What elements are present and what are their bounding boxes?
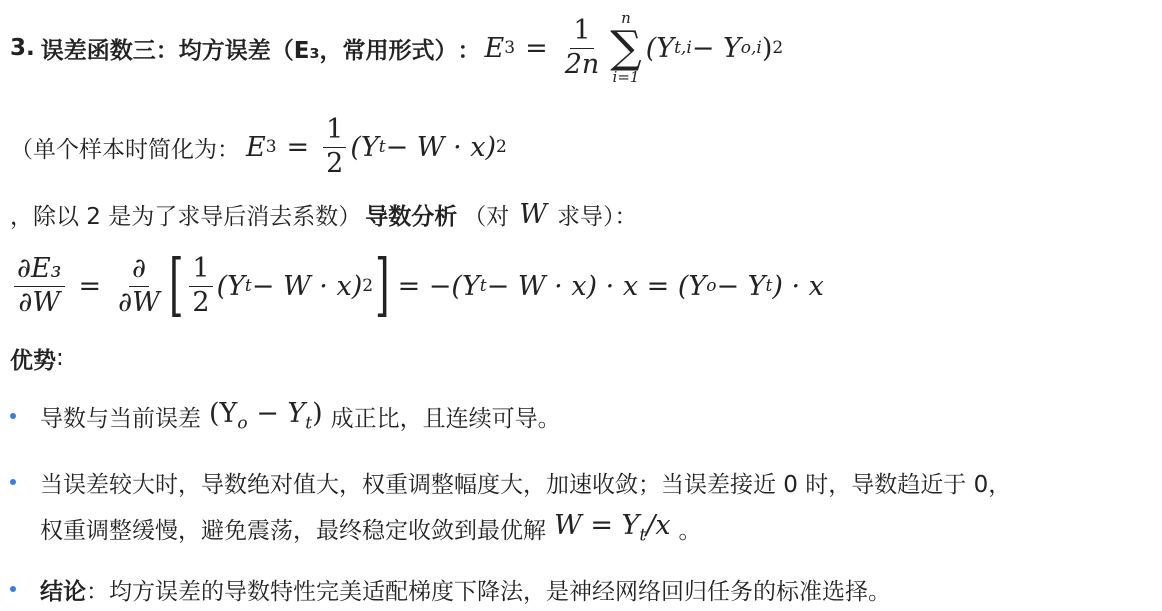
inner-sub: t — [244, 276, 252, 296]
bullet-item-1 — [40, 396, 561, 436]
simple-lhs: E — [246, 131, 266, 163]
simple-frac-den: 2 — [326, 147, 344, 179]
advantages-colon: : — [56, 345, 64, 371]
simple-lhs-sub: 3 — [265, 137, 277, 157]
fraction-numerator: 1 — [570, 17, 593, 48]
bullet2-line2-text: 权重调整缓慢，避免震荡，最终稳定收敛到最优解 — [40, 517, 546, 544]
fraction-denominator: 2n — [564, 48, 600, 80]
bullet1-text-before: 导数与当前误差 — [40, 405, 201, 432]
bullet-item-2-line1 — [40, 462, 1011, 502]
bullet1-math-close: ) — [312, 398, 323, 430]
bullet-item-3 — [40, 569, 891, 609]
simplified-formula — [246, 116, 507, 178]
bullet1-math-open: (Y — [209, 398, 238, 430]
simple-fraction — [323, 116, 346, 178]
bullet1-text-after: 成正比，且连续可导。 — [330, 405, 561, 432]
simple-body-open: (Y — [350, 131, 379, 163]
inner-fraction — [189, 255, 212, 317]
derivative-paren-open: （对 — [463, 203, 510, 230]
bullet2-line2-end: 。 — [678, 517, 702, 544]
bullet1-math-sub2: t — [305, 413, 313, 434]
advantages-heading — [10, 340, 64, 376]
partial-operator — [115, 255, 163, 317]
bullet-dot-1 — [10, 413, 16, 419]
derivative-label: 导数分析 — [365, 203, 458, 230]
inner-frac-num: 1 — [189, 255, 212, 286]
formula-body-sub2: o,i — [740, 38, 762, 58]
formula-body-mid: − Y — [691, 32, 741, 64]
heading-colon: ： — [457, 37, 481, 64]
sigma-symbol: ∑ — [610, 22, 642, 73]
formula-fraction — [562, 17, 603, 79]
derivative-intro-line — [10, 194, 638, 234]
inner-open: (Y — [216, 270, 245, 302]
heading-number: 3. — [10, 35, 35, 61]
partial-lhs-den: ∂W — [18, 286, 61, 318]
sum-upper-limit: n — [621, 9, 631, 27]
simple-eq: = — [286, 131, 310, 163]
bullet2-line1: 当误差较大时，导数绝对值大，权重调整幅度大，加速收敛；当误差接近 0 时，导数趋近于 0， — [40, 471, 1012, 498]
section-heading: 误差函数三：均方误差（E₃，常用形式） — [40, 37, 458, 64]
part3-sub2: t — [765, 276, 773, 296]
derivative-eq1: = — [78, 270, 102, 302]
mse-formula — [485, 11, 784, 85]
inner-rest: − W · x) — [251, 270, 363, 302]
section-heading-line — [10, 4, 783, 92]
derivative-paren-close: 求导）： — [557, 203, 638, 230]
left-bracket: [ — [168, 246, 184, 325]
part3-mid: − Y — [716, 270, 766, 302]
bullet-item-2-line2 — [40, 506, 702, 550]
part2-rest: − W · x) · x = (Y — [486, 270, 707, 302]
right-bracket: ] — [375, 246, 390, 325]
partial-op-num: ∂ — [129, 255, 149, 286]
inner-sup: 2 — [362, 276, 374, 296]
bullet1-math-mid: − Y — [247, 398, 306, 430]
derivative-formula-line — [10, 240, 824, 332]
simple-body-rest: − W · x) — [385, 131, 497, 163]
line3-text: ，除以 2 是为了求导后消去系数） — [10, 203, 362, 230]
formula-eq: = — [525, 32, 548, 64]
bullet2-math — [554, 510, 671, 545]
conclusion-text: ：均方误差的导数特性完美适配梯度下降法，是神经网络回归任务的标准选择。 — [86, 578, 891, 605]
part2-sub: t — [479, 276, 487, 296]
formula-body-open: (Y — [645, 32, 675, 64]
sum-lower-limit: i=1 — [612, 68, 640, 86]
formula-body-close: ) — [761, 32, 773, 64]
bullet2-math-rest: /x — [646, 510, 671, 542]
derivative-formula — [10, 246, 824, 325]
partial-op-den: ∂W — [118, 286, 160, 318]
formula-lhs: E — [484, 32, 505, 64]
simple-frac-num: 1 — [323, 116, 346, 147]
formula-body-sub1: t,i — [674, 38, 692, 58]
formula-body-sup: 2 — [772, 38, 784, 58]
partial-lhs-num: ∂E₃ — [14, 255, 65, 286]
derivative-var: W — [519, 198, 548, 230]
inner-frac-den: 2 — [192, 286, 210, 318]
bullet2-math-sub: t — [639, 525, 647, 546]
summation — [610, 11, 641, 85]
simplify-line — [10, 112, 507, 182]
bullet1-math-sub1: o — [237, 413, 248, 434]
advantages-label: 优势 — [10, 347, 56, 374]
part3-rest: ) · x — [772, 270, 824, 302]
bullet-dot-2 — [10, 479, 16, 485]
simple-body-sub: t — [378, 137, 386, 157]
conclusion-label: 结论 — [40, 578, 86, 605]
derivative-eq2: = −(Y — [397, 270, 480, 302]
simplify-prefix: （单个样本时简化为： — [10, 136, 240, 163]
simple-body-sup: 2 — [496, 137, 507, 157]
part3-sub1: o — [706, 276, 717, 296]
bullet-dot-3 — [10, 586, 16, 592]
formula-lhs-sub: 3 — [504, 38, 516, 58]
bullet2-math-w: W = Y — [554, 510, 640, 542]
bullet1-math — [209, 398, 323, 433]
partial-lhs-fraction — [14, 255, 65, 317]
